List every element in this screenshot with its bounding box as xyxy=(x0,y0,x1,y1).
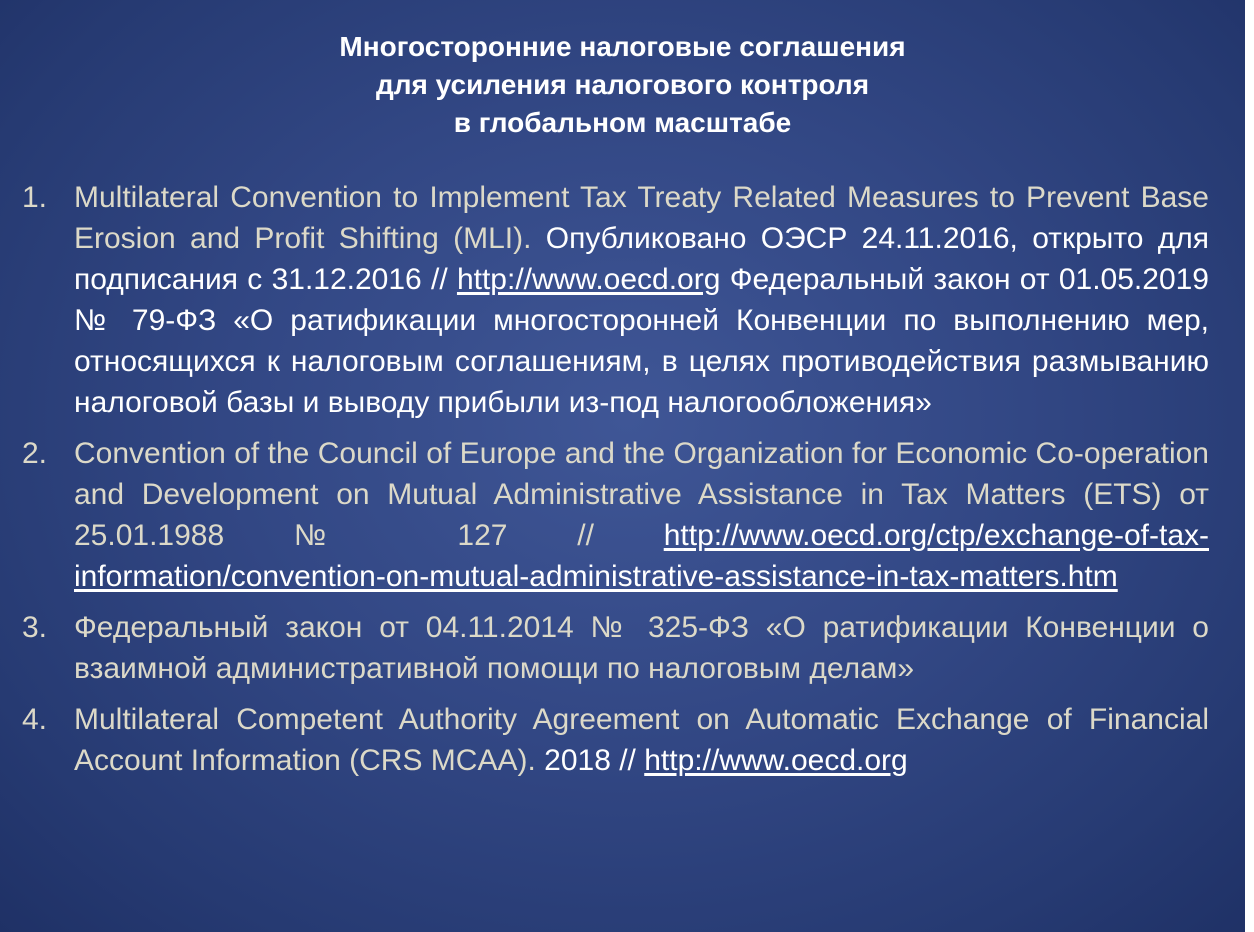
title-line-3: в глобальном масштабе xyxy=(453,107,792,138)
reference-list xyxy=(0,177,1245,781)
oecd-link[interactable]: http://www.oecd.org xyxy=(644,744,908,777)
item-number: 4. xyxy=(22,703,48,736)
title-line-1: Многосторонние налоговые соглашения xyxy=(339,31,906,62)
title-line-2: для усиления налогового контроля xyxy=(375,69,870,100)
item-text: Федеральный закон от 04.11.2014 № 325-ФЗ «О ратификации Конвенции о взаимной административной помощи по налоговым делам» xyxy=(74,611,1209,685)
item-number: 3. xyxy=(22,611,48,644)
list-item-3 xyxy=(0,607,1245,689)
item-number: 1. xyxy=(22,181,48,214)
item-text xyxy=(74,433,1209,597)
window-edge xyxy=(1245,0,1254,932)
item-text xyxy=(74,699,1209,781)
item-publication-info: Опубликовано ОЭСР 24.11.2016, открыто для подписания с 31.12.2016 // xyxy=(74,222,1209,296)
item-english-title: Multilateral Competent Authority Agreement on Automatic Exchange of Financial Account Information (CRS MCAA). xyxy=(74,703,1209,777)
oecd-convention-link[interactable]: http://www.oecd.org/ctp/exchange-of-tax-information/convention-on-mutual-administrative-assistance-in-tax-matters.htm xyxy=(74,519,1209,593)
list-item-2 xyxy=(0,433,1245,597)
item-year-info: 2018 // xyxy=(535,744,645,777)
slide-title xyxy=(0,28,1245,142)
oecd-link[interactable]: http://www.oecd.org xyxy=(456,263,721,296)
item-number: 2. xyxy=(22,437,48,470)
item-text xyxy=(74,177,1209,423)
list-item-1 xyxy=(0,177,1245,423)
item-federal-law: Федеральный закон от 01.05.2019 № 79-ФЗ «О ратификации многосторонней Конвенции по выполнению мер, относящихся к налоговым соглашениям, в целях противодействия размыванию налоговой базы и выводу прибыли из-под налогообложения» xyxy=(74,263,1209,419)
item-english-title: Convention of the Council of Europe and the Organization for Economic Co-operation and Development on Mutual Administrative Assistance in Tax Matters (ETS) от 25.01.1988 № 127 // xyxy=(74,437,1209,552)
item-english-title: Multilateral Convention to Implement Tax Treaty Related Measures to Prevent Base Erosion and Profit Shifting (MLI). xyxy=(74,181,1209,255)
list-item-4 xyxy=(0,699,1245,781)
